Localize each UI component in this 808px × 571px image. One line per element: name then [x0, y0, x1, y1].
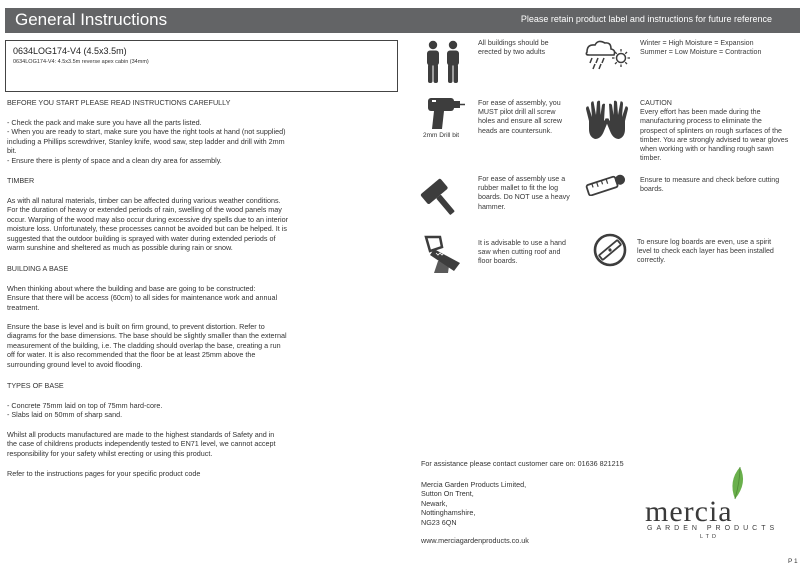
types-line: - Concrete 75mm laid on top of 75mm hard-core. — [7, 401, 163, 410]
base-line: When thinking about where the building and base are going to be constructed: — [7, 284, 256, 293]
two-people-icon — [418, 40, 468, 85]
base-line: treatment. — [7, 302, 40, 312]
timber-line: As with all natural materials, timber can be affected during various weather conditions. — [7, 196, 281, 205]
types-heading: TYPES OF BASE — [7, 381, 64, 390]
timber-text — [7, 196, 307, 252]
tip-moisture: Winter = High Moisture = Expansion Summer = Low Moisture = Contraction — [640, 39, 762, 57]
safety-line: Whilst all products manufactured are made to the highest standards of Safety and in — [7, 430, 275, 439]
weather-icon — [583, 38, 631, 70]
logo-wordmark: mercia — [645, 495, 733, 528]
base-line: Ensure the base is level and is built on firm ground, to prevent distortion. Refer to — [7, 322, 265, 331]
intro-line: - Ensure there is plenty of space and a clean dry area for assembly. — [7, 155, 222, 165]
timber-line: moisture loss. Unfortunately, these processes cannot be avoided but can be helped. It is — [7, 224, 287, 234]
tip-caution-splinters: CAUTION Every effort has been made during the manufacturing process to eliminate the prospect of splinters on rough surfaces of the timber. You are strongly advised to wear gloves when working with or handling rough sawn timber. — [640, 99, 802, 163]
base-line: Ensure that there will be access (60cm) to all sides for maintenance work and annual — [7, 293, 278, 303]
page-title: General Instructions — [15, 10, 168, 29]
tape-measure-icon — [585, 174, 629, 196]
drill-bit-caption: 2mm Drill bit — [423, 132, 460, 139]
caution-heading: CAUTION — [640, 99, 672, 107]
spirit-level-icon — [592, 232, 628, 268]
types-text — [7, 401, 307, 420]
safety-line: the case of childrens products independently tested to EN71 level, we cannot accept — [7, 439, 276, 449]
base-line: surrounding ground level to avoid flooding. — [7, 359, 143, 369]
company-address: Mercia Garden Products Limited, Sutton On Trent, Newark, Nottinghamshire, NG23 6QN — [421, 480, 527, 527]
base-text-1 — [7, 284, 307, 312]
timber-heading: TIMBER — [7, 176, 35, 185]
timber-line: suggested that the outdoor building is sprayed with water during extended periods of — [7, 233, 276, 243]
tip-pilot-drill: For ease of assembly, you MUST pilot drill all screw holes and ensure all screw heads are countersunk. — [478, 99, 562, 135]
safety-line: responsibility for your safety whilst erecting or using this product. — [7, 448, 213, 458]
timber-line: For the duration of heavy or extended periods of rain, swelling of the wood panels may — [7, 205, 282, 215]
base-line: diagrams for the base dimensions. The base should be slightly smaller than the external — [7, 331, 287, 341]
intro-line: including a Phillips screwdriver, Stanley knife, wood saw, step ladder and drill with 2mm — [7, 136, 285, 146]
intro-text — [7, 118, 307, 165]
base-line: off for water. It is also recommended that the floor be at least 25mm above the — [7, 350, 256, 360]
types-line: - Slabs laid on 50mm of sharp sand. — [7, 410, 123, 420]
base-text-2 — [7, 322, 307, 369]
refer-line: Refer to the instructions pages for your specific product code — [7, 469, 201, 478]
logo-subtitle: GARDEN PRODUCTS — [647, 525, 779, 532]
header-bar — [5, 8, 800, 33]
company-website[interactable]: www.merciagardenproducts.co.uk — [421, 536, 529, 545]
header-note: Please retain product label and instructions for future reference — [520, 14, 772, 24]
base-line: measurement of the building, i.e. The cladding should overlap the base, creating a run — [7, 340, 281, 350]
intro-line: - Check the pack and make sure you have all the parts listed. — [7, 118, 202, 127]
safety-text — [7, 430, 307, 458]
intro-heading: BEFORE YOU START PLEASE READ INSTRUCTIONS CAREFULLY — [7, 98, 231, 107]
tip-spirit-level: To ensure log boards are even, use a spirit level to check each layer has been installed correctly. — [637, 238, 774, 265]
page-number: P 1 — [788, 558, 798, 565]
gloves-icon — [583, 99, 631, 145]
tip-hand-saw: It is advisable to use a hand saw when cutting roof and floor boards. — [478, 239, 566, 266]
tip-two-adults: All buildings should be erected by two adults — [478, 39, 549, 57]
product-label-box — [5, 40, 398, 92]
logo-ltd: LTD — [700, 534, 719, 540]
base-heading: BUILDING A BASE — [7, 264, 69, 273]
intro-line: bit. — [7, 146, 17, 156]
hand-saw-icon — [420, 233, 465, 275]
product-code: 0634LOG174-V4 (4.5x3.5m) — [13, 46, 127, 56]
tip-measure: Ensure to measure and check before cutting boards. — [640, 176, 780, 194]
intro-line: - When you are ready to start, make sure you have the right tools at hand (not supplied) — [7, 127, 286, 137]
timber-line: occur. Warping of the wood may also occur during excessive dry spells due to an interior — [7, 214, 288, 224]
customer-care-line: For assistance please contact customer care on: 01636 821215 — [421, 459, 624, 468]
timber-line: warm sunshine and sheltered as much as possible during rain or snow. — [7, 243, 233, 253]
product-description: 0634LOG174-V4: 4.5x3.5m reverse apex cabin (34mm) — [13, 59, 149, 65]
drill-icon — [420, 96, 465, 131]
mallet-icon — [420, 175, 465, 217]
tip-rubber-mallet: For ease of assembly use a rubber mallet to fit the log boards. Do NOT use a heavy hammer. — [478, 175, 570, 211]
